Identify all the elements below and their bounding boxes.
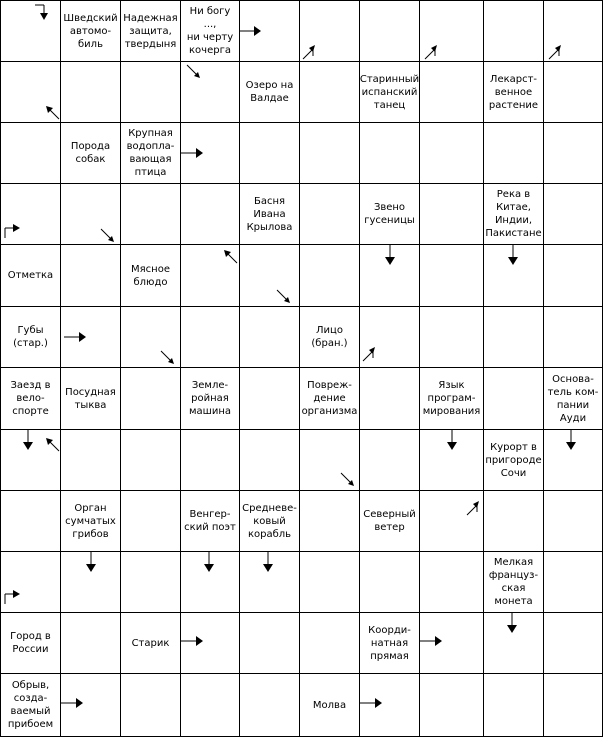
clue-line: Шведский [63,12,118,24]
answer-cell[interactable] [300,62,360,123]
clue-line: Порода [70,141,111,152]
clue-line: пригороде [485,454,542,466]
answer-cell[interactable] [300,552,360,613]
answer-cell[interactable] [181,184,240,245]
answer-cell[interactable] [121,184,181,245]
hook-arrow-right-icon [4,592,22,606]
clue-line: Басня [253,195,286,207]
clue-line: прямая [370,650,409,662]
clue-cell-c10 [360,184,420,245]
clue-line: грибов [72,528,109,540]
arrow-down-icon [204,552,214,574]
clue-line: блюдо [133,276,168,288]
answer-cell[interactable] [240,674,300,737]
clue-line: автомо- [69,25,112,37]
clue-text [368,624,411,663]
clue-line: испанский [361,86,418,98]
clue-line: биль [78,38,103,50]
clue-cell-c11 [484,184,544,245]
clue-line: Обрыв, [11,680,50,691]
clue-cell-c2 [121,0,181,62]
diagonal-arrow-icon [340,472,356,488]
clue-line: Повреж- [307,380,352,391]
clue-line: собак [75,154,106,165]
clue-cell-c22 [484,430,544,491]
clue-line: Старинный [359,73,420,85]
clue-text [183,5,237,57]
clue-line: ваемый [10,706,51,717]
clue-text [364,201,415,227]
arrow-right-icon [61,698,85,708]
diagonal-arrow-icon [362,346,378,362]
diagonal-arrow-icon [276,289,292,305]
answer-cell[interactable] [420,307,484,368]
clue-line: Пакистане [485,228,542,239]
clue-line: созда- [13,693,48,704]
clue-text [184,508,236,534]
clue-line: тыква [74,399,107,411]
answer-cell[interactable] [544,552,603,613]
clue-line: Валдае [250,93,289,104]
clue-text [423,379,481,418]
answer-cell[interactable] [544,62,603,123]
clue-cell-c1 [61,0,121,62]
clue-cell-c14 [0,307,61,368]
answer-cell[interactable] [360,430,420,491]
clue-line: Индии, [494,215,533,226]
answer-cell[interactable] [0,491,61,552]
answer-cell[interactable] [61,430,121,491]
answer-cell[interactable] [0,123,61,184]
answer-cell[interactable] [61,62,121,123]
clue-cell-c8 [121,123,181,184]
clue-line: вающая [129,154,172,165]
arrow-right-icon [420,636,444,646]
clue-line: Курорт в [490,441,537,453]
clue-line: (бран.) [311,338,348,349]
clue-cell-c30 [360,613,420,674]
answer-cell[interactable] [420,674,484,737]
clue-line: пании [556,399,590,411]
clue-text [489,556,538,608]
clue-line: водопла- [126,141,175,152]
answer-cell[interactable] [240,613,300,674]
clue-text [65,386,116,412]
clue-line: Город в [10,631,51,642]
clue-text [127,127,175,179]
clue-text [63,12,117,51]
clue-line: сумчатых [65,515,116,527]
clue-line: Мясное [131,263,170,275]
answer-cell[interactable] [484,0,544,62]
answer-cell[interactable] [544,123,603,184]
answer-cell[interactable] [300,245,360,307]
diagonal-arrow-icon [424,44,440,60]
answer-cell[interactable] [544,613,603,674]
clue-line: Озеро на [245,80,294,91]
arrow-right-icon [360,698,384,708]
diagonal-arrow-icon [100,228,116,244]
clue-text [242,502,297,541]
diagonal-arrow-icon [186,64,202,80]
clue-cell-c26 [360,491,420,552]
clue-cell-c19 [300,368,360,430]
answer-cell[interactable] [61,613,121,674]
clue-line: прибоем [7,719,54,730]
answer-cell[interactable] [240,307,300,368]
answer-cell[interactable] [300,491,360,552]
diagonal-arrow-icon [44,436,60,452]
clue-line: Посудная [65,386,116,398]
clue-cell-c9 [240,184,300,245]
answer-cell[interactable] [484,123,544,184]
clue-line: защита, [129,25,172,37]
answer-cell[interactable] [484,674,544,737]
arrow-right-icon [64,332,88,342]
answer-cell[interactable] [484,491,544,552]
clue-line: Сочи [500,467,527,479]
arrow-down-icon [86,552,96,574]
clue-text [8,269,53,282]
answer-cell[interactable] [181,430,240,491]
answer-cell[interactable] [121,62,181,123]
clue-line: Надежная [123,12,178,24]
clue-line: спорте [12,406,49,417]
clue-cell-c18 [181,368,240,430]
clue-text [132,637,170,650]
clue-line: танец [373,99,406,111]
clue-cell-c5 [360,62,420,123]
clue-line: машина [189,406,231,417]
clue-line: дение [313,393,346,404]
clue-text [363,508,415,534]
answer-cell[interactable] [484,368,544,430]
clue-line: Венгер- [189,509,231,520]
answer-cell[interactable] [300,123,360,184]
clue-text [71,140,110,166]
diagonal-arrow-icon [466,500,482,516]
answer-cell[interactable] [0,0,61,62]
clue-line: Ауди [559,412,587,424]
answer-cell[interactable] [420,62,484,123]
diagonal-arrow-icon [222,248,238,264]
clue-line: Старик [131,637,170,649]
hook-arrow-down-icon [34,4,48,22]
clue-text [485,188,541,240]
clue-line: венное [494,86,533,98]
answer-cell[interactable] [360,123,420,184]
clue-line: растение [488,99,539,111]
arrow-down-icon [385,245,395,267]
clue-cell-c17 [61,368,121,430]
clue-text [246,79,294,105]
clue-text [131,263,170,289]
diagonal-arrow-icon [548,44,564,60]
clue-line: Основа- [552,373,594,385]
clue-cell-c6 [484,62,544,123]
clue-line: Заезд в [10,380,51,391]
clue-line: Звено [373,202,406,213]
clue-cell-c24 [181,491,240,552]
clue-line: кочерга [189,45,231,56]
clue-text [11,379,51,418]
clue-text [123,12,177,51]
answer-cell[interactable] [181,307,240,368]
clue-line: Язык [438,380,465,391]
clue-text [65,502,116,541]
diagonal-arrow-icon [160,350,176,366]
answer-cell[interactable] [240,368,300,430]
clue-text [247,195,293,234]
answer-cell[interactable] [544,245,603,307]
answer-cell[interactable] [121,368,181,430]
clue-cell-c28 [0,613,61,674]
answer-cell[interactable] [420,552,484,613]
clue-line: России [12,644,49,655]
clue-line: вело- [16,393,45,404]
arrow-down-icon [507,613,517,635]
answer-cell[interactable] [121,430,181,491]
answer-cell[interactable] [420,184,484,245]
clue-line: Молва [312,699,347,711]
clue-cell-c20 [420,368,484,430]
answer-cell[interactable] [360,552,420,613]
clue-cell-c32 [300,674,360,737]
clue-text [302,379,358,418]
answer-cell[interactable] [61,245,121,307]
answer-cell[interactable] [420,123,484,184]
clue-line: француз- [488,570,539,581]
clue-line: Северный [363,509,416,520]
clue-text [13,324,48,350]
clue-cell-c29 [121,613,181,674]
clue-line: Крупная [128,128,173,139]
clue-line: ройная [191,393,229,404]
clue-line: програм- [427,393,476,404]
answer-cell[interactable] [544,184,603,245]
arrow-down-icon [263,552,273,574]
arrow-right-icon [181,148,205,158]
answer-cell[interactable] [544,491,603,552]
clue-text [489,73,538,112]
answer-cell[interactable] [121,552,181,613]
answer-cell[interactable] [121,491,181,552]
answer-cell[interactable] [240,123,300,184]
clue-line: Губы [17,325,44,336]
clue-cell-c27 [484,552,544,613]
arrow-down-icon [566,430,576,452]
clue-text [8,679,53,731]
clue-line: Ни богу ..., [189,6,231,30]
answer-cell[interactable] [420,245,484,307]
clue-line: Ивана [253,208,286,220]
clue-line: Отметка [7,270,54,281]
clue-text [311,324,347,350]
clue-cell-c4 [240,62,300,123]
diagonal-arrow-icon [302,44,318,60]
clue-line: Китае, [496,202,531,213]
arrow-down-icon [23,430,33,452]
answer-cell[interactable] [240,430,300,491]
clue-line: Лекарст- [489,73,538,85]
clue-line: натная [370,637,409,649]
clue-text [313,699,346,712]
clue-line: твердыня [124,38,177,50]
clue-line: Орган [74,502,107,514]
clue-cell-c25 [240,491,300,552]
clue-line: монета [494,596,533,607]
arrow-right-icon [181,636,205,646]
clue-cell-c7 [61,123,121,184]
clue-line: организма [301,406,358,417]
clue-line: гусеницы [364,215,415,226]
answer-cell[interactable] [121,674,181,737]
answer-cell[interactable] [544,674,603,737]
answer-cell[interactable] [300,613,360,674]
clue-text [10,630,51,656]
clue-line: ветер [374,522,405,533]
arrow-down-icon [508,245,518,267]
clue-line: Крылова [246,221,293,233]
clue-cell-c13 [121,245,181,307]
answer-cell[interactable] [300,184,360,245]
answer-cell[interactable] [484,307,544,368]
clue-text [189,379,231,418]
hook-arrow-right-icon [4,226,22,240]
clue-line: тель ком- [547,386,599,398]
clue-line: Лицо [316,325,343,336]
clue-line: Река в [496,189,531,200]
clue-line: (стар.) [13,338,48,349]
clue-line: Земле- [191,380,229,391]
clue-cell-c3 [181,0,240,62]
clue-text [485,441,541,480]
clue-cell-c23 [61,491,121,552]
clue-cell-c16 [0,368,61,430]
clue-line: Мелкая [493,557,534,568]
answer-cell[interactable] [360,0,420,62]
answer-cell[interactable] [360,368,420,430]
clue-line: Коорди- [368,624,411,636]
answer-cell[interactable] [181,674,240,737]
clue-cell-c15 [300,307,360,368]
clue-text [360,73,419,112]
answer-cell[interactable] [544,307,603,368]
clue-line: Средневе- [242,502,297,514]
clue-line: ский поэт [184,522,236,533]
clue-line: мирования [422,406,481,417]
clue-line: ковый [253,515,286,527]
arrow-right-icon [239,26,263,36]
clue-cell-c21 [544,368,603,430]
clue-cell-c12 [0,245,61,307]
clue-text [548,373,599,425]
arrow-down-icon [447,430,457,452]
clue-cell-c31 [0,674,61,737]
clue-line: ни черту [186,32,234,43]
clue-line: птица [134,167,167,178]
clue-line: ская [501,583,526,594]
diagonal-arrow-icon [44,104,60,120]
clue-line: корабль [247,528,292,540]
